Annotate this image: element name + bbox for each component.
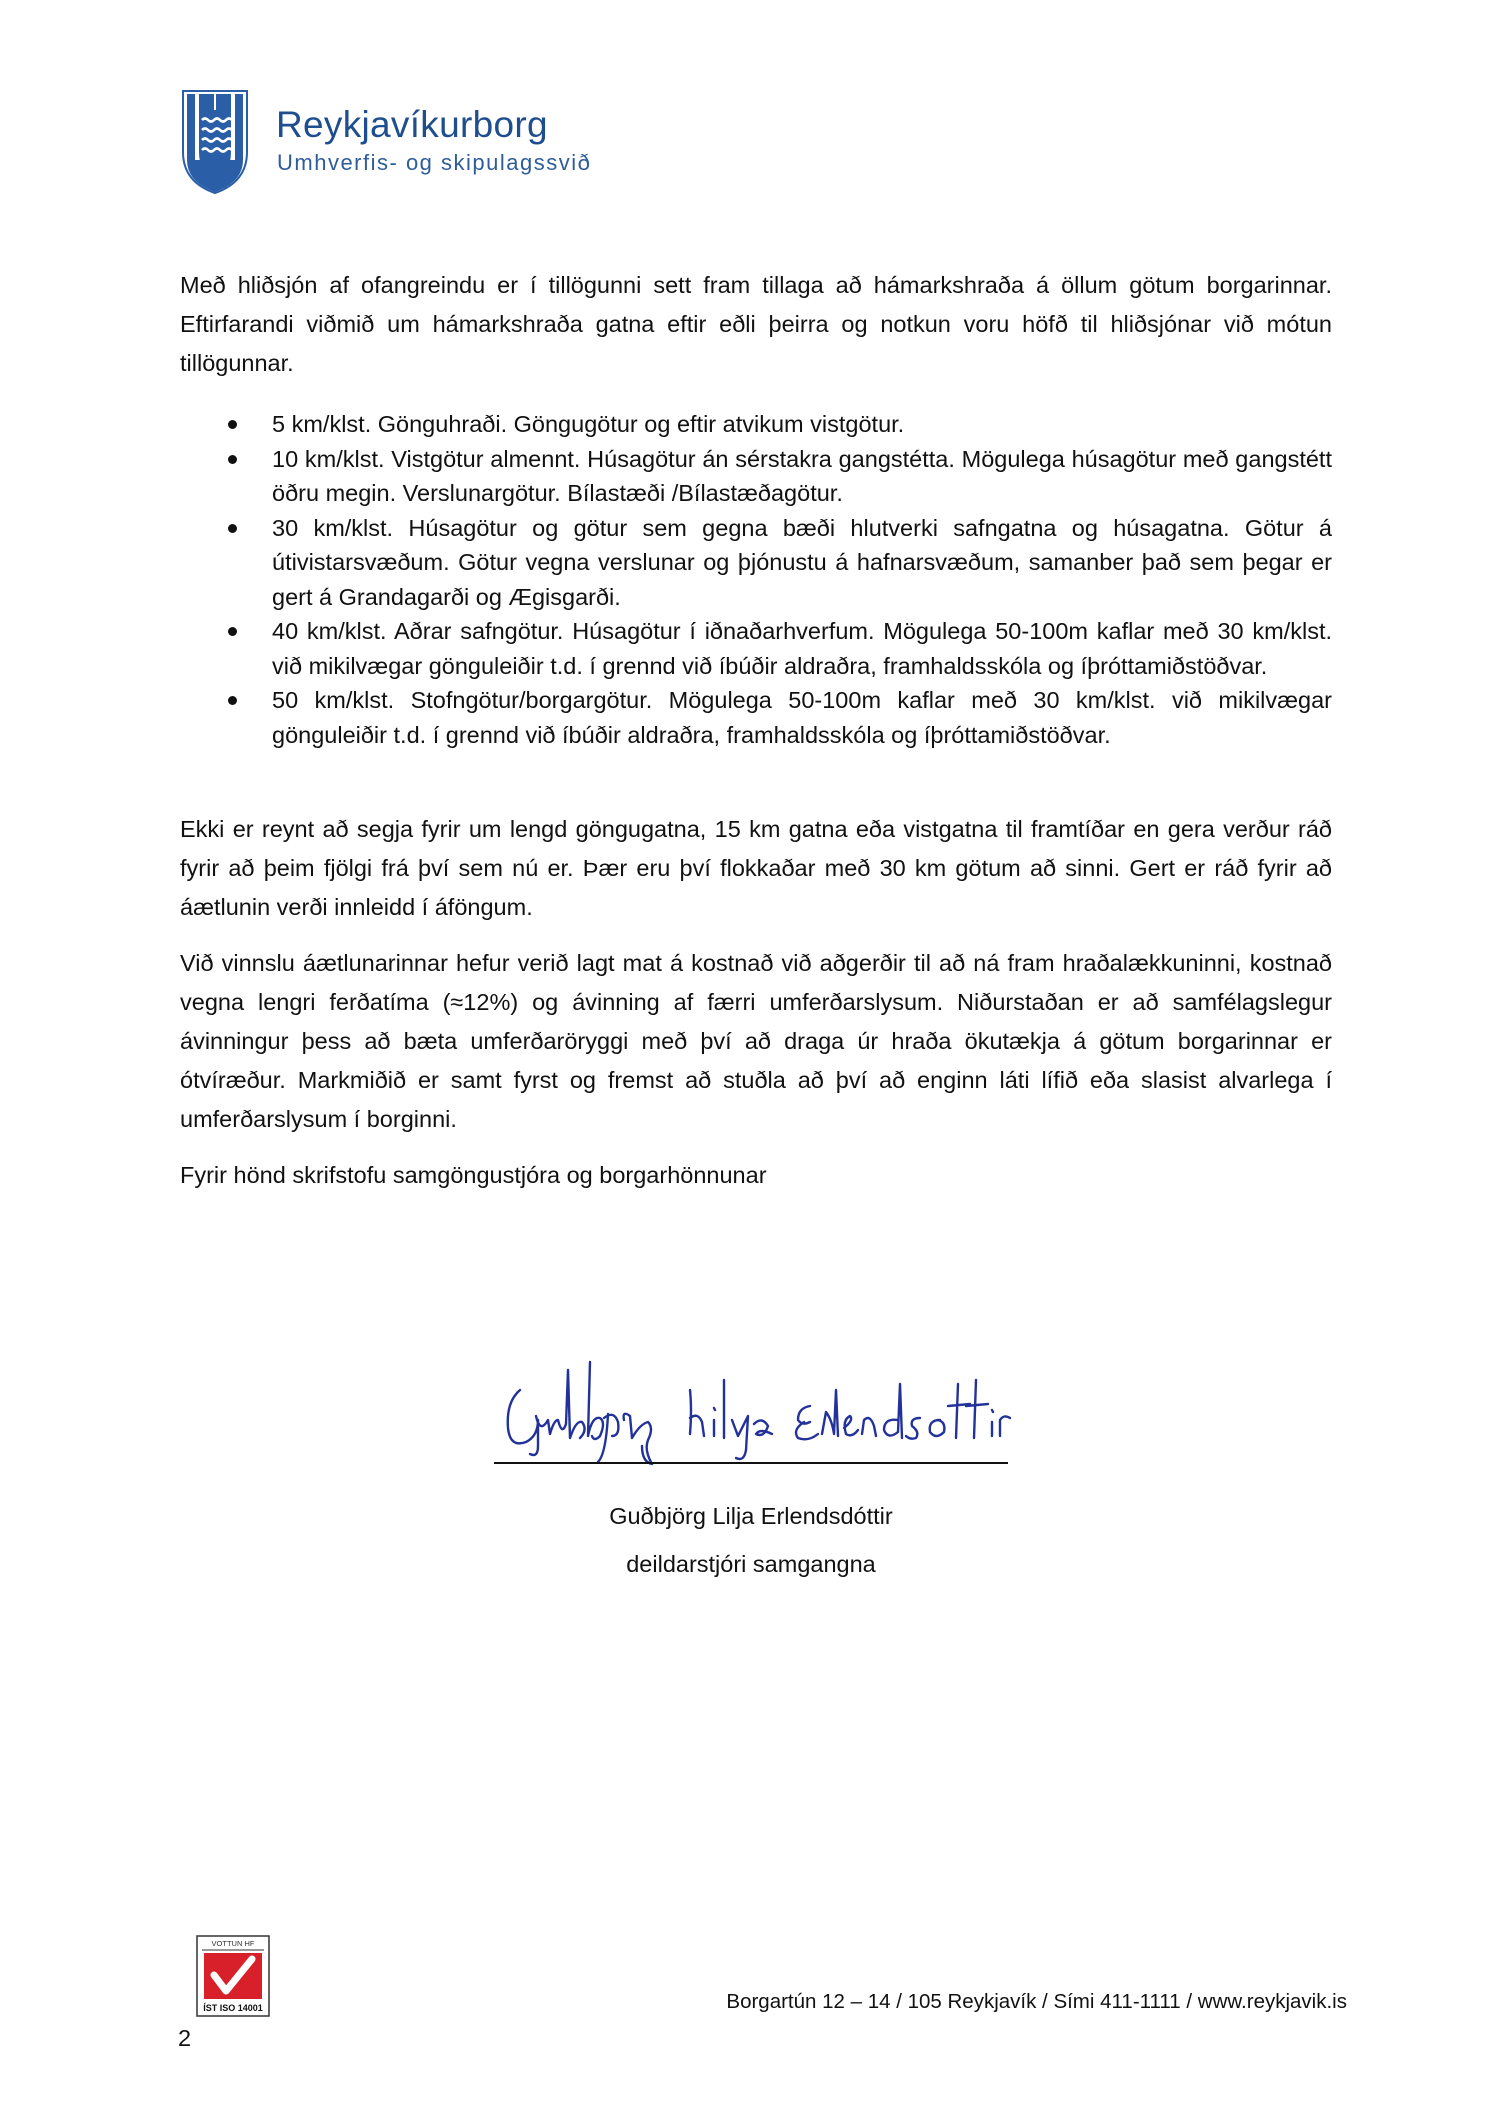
bullet-icon — [228, 696, 237, 705]
list-item-text: 30 km/klst. Húsagötur og götur sem gegna bæði hlutverki safngatna og húsagatna. Götur á útivistarsvæðum. Götur vegna verslunar og þjónustu á hafnarsvæðum, samanber það sem þegar er gert á Grandagarði og Ægisgarði. — [272, 514, 1332, 610]
bullet-icon — [228, 627, 237, 636]
bullet-icon — [228, 455, 237, 464]
org-logo — [182, 90, 622, 200]
bullet-icon — [228, 524, 237, 533]
signer-block — [494, 1492, 1008, 1588]
paragraph-three: Við vinnslu áætlunarinnar hefur verið lagt mat á kostnað við aðgerðir til að ná fram hraðalækkuninni, kostnað vegna lengri ferðatíma (≈12%) og ávinning af færri umferðarslysum. Niðurstaðan er að samfélagslegur ávinningur þess að bæta umferðaröryggi með því að draga úr hraða ökutækja á götum borgarinnar er ótvíræður. Markmiðið er samt fyrst og fremst að stuðla að því að enginn láti lífið eða slasist alvarlega í umferðarslysum í borginni. — [180, 950, 1332, 1132]
org-name: Reykjavíkurborg — [276, 104, 548, 145]
iso-certification-logo — [196, 1935, 270, 2017]
signer-title: deildarstjóri samgangna — [626, 1551, 876, 1577]
svg-text:VOTTUN HF: VOTTUN HF — [211, 1939, 255, 1948]
list-item — [180, 511, 1332, 615]
svg-text:ÍST ISO 14001: ÍST ISO 14001 — [203, 2003, 263, 2013]
footer-address: Borgartún 12 – 14 / 105 Reykjavík / Sími 411-1111 / www.reykjavik.is — [726, 1990, 1347, 2013]
list-item-text: 50 km/klst. Stofngötur/borgargötur. Mögulega 50-100m kaflar með 30 km/klst. við mikilvægar gönguleiðir t.d. í grennd við íbúðir aldraðra, framhaldsskóla og íþróttamiðstöðvar. — [272, 687, 1332, 748]
department-name: Umhverfis- og skipulagssvið — [277, 150, 592, 175]
city-shield-icon — [182, 90, 248, 194]
handwritten-signature — [492, 1350, 1012, 1470]
intro-paragraph: Með hliðsjón af ofangreindu er í tillögunni sett fram tillaga að hámarkshraða á öllum götum borgarinnar. Eftirfarandi viðmið um hámarkshraða gatna eftir eðli þeirra og notkun voru höfð til hliðsjónar við mótun tillögunnar. — [180, 272, 1332, 376]
list-item — [180, 442, 1332, 511]
list-item-text: 5 km/klst. Gönguhraði. Göngugötur og eftir atvikum vistgötur. — [272, 411, 905, 437]
signer-name: Guðbjörg Lilja Erlendsdóttir — [609, 1503, 893, 1529]
list-item — [180, 407, 1332, 442]
page-number: 2 — [178, 2025, 192, 2051]
list-item-text: 10 km/klst. Vistgötur almennt. Húsagötur án sérstakra gangstétta. Mögulega húsagötur með gangstétt öðru megin. Verslunargötur. Bílastæði /Bílastæðagötur. — [272, 445, 1332, 506]
list-item — [180, 614, 1332, 683]
letter-body — [180, 266, 1332, 1195]
closing-line: Fyrir hönd skrifstofu samgöngustjóra og borgarhönnunar — [180, 1162, 767, 1188]
signature-line — [494, 1462, 1008, 1464]
speed-limit-list — [180, 407, 1332, 752]
bullet-icon — [228, 420, 237, 429]
list-item — [180, 683, 1332, 752]
list-item-text: 40 km/klst. Aðrar safngötur. Húsagötur í iðnaðarhverfum. Mögulega 50-100m kaflar með 30 km/klst. við mikilvægar gönguleiðir t.d. í grennd við íbúðir aldraðra, framhaldsskóla og íþróttamiðstöðvar. — [272, 618, 1332, 679]
paragraph-two: Ekki er reynt að segja fyrir um lengd göngugatna, 15 km gatna eða vistgatna til framtíðar en gera verður ráð fyrir að þeim fjölgi frá því sem nú er. Þær eru því flokkaðar með 30 km götum að sinni. Gert er ráð fyrir að áætlunin verði innleidd í áföngum. — [180, 816, 1332, 920]
